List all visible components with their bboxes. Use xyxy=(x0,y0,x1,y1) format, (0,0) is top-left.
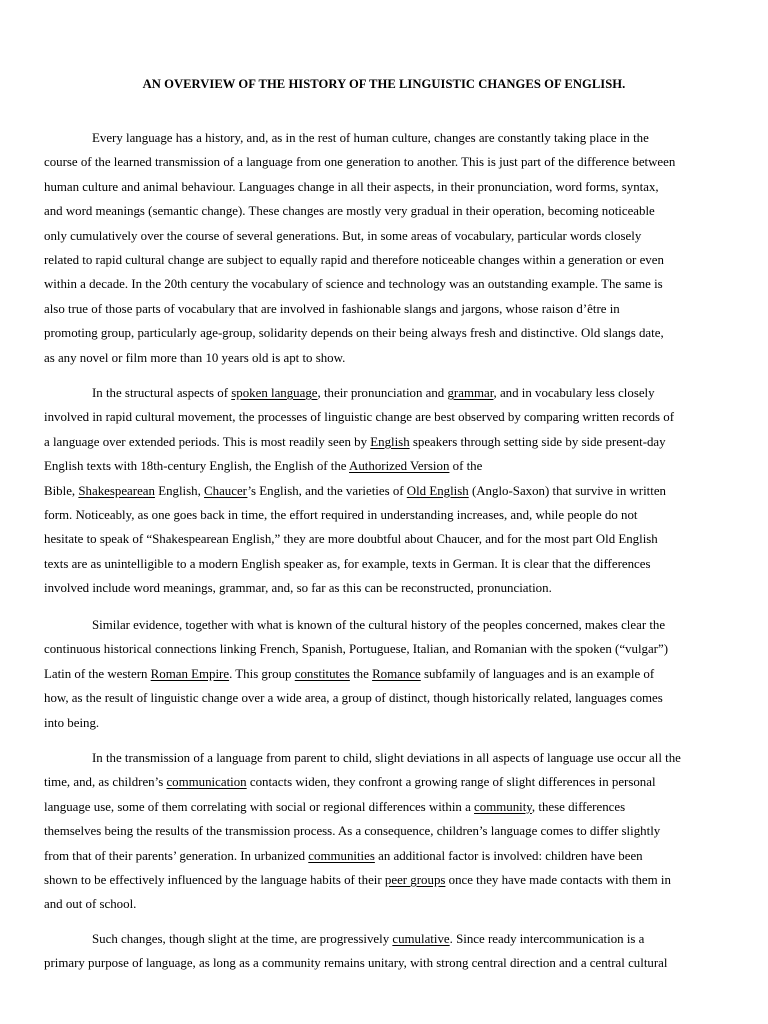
text-line xyxy=(44,350,345,366)
hyperlink[interactable]: English xyxy=(370,434,410,449)
text-segment: (Anglo-Saxon) that survive in written xyxy=(468,483,666,498)
text-segment: In the transmission of a language from parent to child, slight deviations in all aspects of language use occur all the xyxy=(92,751,681,765)
text-line xyxy=(44,774,656,790)
hyperlink[interactable]: Authorized Version xyxy=(349,459,450,474)
text-line xyxy=(44,203,655,219)
text-segment: , these differences xyxy=(531,799,626,814)
text-segment: ’s English, and the varieties of xyxy=(247,483,407,498)
text-line xyxy=(44,531,658,547)
hyperlink[interactable]: Old English xyxy=(406,483,469,498)
text-segment: form. Noticeably, as one goes back in time, the effort required in understanding increases, and, while people do not xyxy=(44,508,638,522)
text-segment: course of the learned transmission of a language from one generation to another. This is just part of the difference between xyxy=(44,155,676,170)
text-segment: of the xyxy=(449,459,483,474)
hyperlink[interactable]: peer groups xyxy=(384,873,446,887)
text-segment: continuous historical connections linking French, Spanish, Portuguese, Italian, and Romanian with the spoken (“vulgar”) xyxy=(44,642,668,657)
text-segment: themselves being the results of the transmission process. As a consequence, children’s language comes to differ slightly xyxy=(44,824,661,839)
text-segment: how, as the result of linguistic change over a wide area, a group of distinct, though historically related, languages comes xyxy=(44,691,663,706)
text-segment: , their pronunciation and xyxy=(317,386,448,400)
text-segment: and word meanings (semantic change). These changes are mostly very gradual in their operation, becoming noticeable xyxy=(44,204,655,219)
hyperlink[interactable]: constitutes xyxy=(294,666,350,681)
text-segment: as any novel or film more than 10 years old is apt to show. xyxy=(44,350,346,365)
text-segment: the xyxy=(349,666,373,681)
text-segment: subfamily of languages and is an example of xyxy=(420,666,655,681)
hyperlink[interactable]: communication xyxy=(166,775,247,790)
text-segment: and out of school. xyxy=(44,897,137,912)
text-line xyxy=(92,617,665,633)
text-line xyxy=(44,434,666,450)
text-segment: related to rapid cultural change are subject to equally rapid and therefore noticeable changes within a generation or even xyxy=(44,253,664,267)
text-segment: contacts widen, they confront a growing range of slight differences in personal xyxy=(246,775,656,790)
text-line xyxy=(44,641,668,657)
text-segment: an additional factor is involved: children have been xyxy=(374,848,643,863)
text-line xyxy=(44,955,667,971)
text-line xyxy=(44,690,663,706)
text-line xyxy=(44,154,675,170)
text-line xyxy=(44,228,641,244)
text-segment: shown to be effectively influenced by the language habits of their xyxy=(44,873,385,887)
hyperlink[interactable]: spoken language xyxy=(231,386,318,400)
text-segment: speakers through setting side by side present-day xyxy=(409,434,666,449)
document-title: AN OVERVIEW OF THE HISTORY OF THE LINGUISTIC CHANGES OF ENGLISH. xyxy=(142,77,626,91)
text-segment: from that of their parents’ generation. In urbanized xyxy=(44,848,309,863)
text-line xyxy=(44,896,136,912)
text-line xyxy=(44,848,643,864)
text-line xyxy=(92,130,649,146)
hyperlink[interactable]: grammar xyxy=(447,386,494,400)
hyperlink[interactable]: Romance xyxy=(372,666,421,681)
text-segment: within a decade. In the 20th century the vocabulary of science and technology was an outstanding example. The same is xyxy=(44,277,663,292)
text-segment: Such changes, though slight at the time, are progressively xyxy=(92,932,393,946)
text-segment: . This group xyxy=(229,666,295,681)
text-line xyxy=(44,580,552,596)
text-segment: hesitate to speak of “Shakespearean English,” they are more doubtful about Chaucer, and for the most part Old English xyxy=(44,532,658,547)
text-segment: only cumulatively over the course of several generations. But, in some areas of vocabulary, particular words closely xyxy=(44,228,642,243)
text-segment: promoting group, particularly age-group, solidarity depends on their being always fresh and distinctive. Old slangs date, xyxy=(44,326,664,341)
hyperlink[interactable]: cumulative xyxy=(392,932,450,946)
text-line xyxy=(92,750,681,766)
text-line xyxy=(44,556,651,572)
text-segment: involved include word meanings, grammar, and, so far as this can be reconstructed, pronunciation. xyxy=(44,581,552,596)
text-line xyxy=(44,507,638,523)
text-line xyxy=(44,823,660,839)
text-line xyxy=(44,872,671,888)
text-segment: , and in vocabulary less closely xyxy=(493,386,655,400)
text-line xyxy=(44,458,482,474)
text-segment: primary purpose of language, as long as a community remains unitary, with strong central direction and a central cultural xyxy=(44,956,668,971)
text-segment: human culture and animal behaviour. Languages change in all their aspects, in their pronunciation, word forms, syntax, xyxy=(44,179,659,194)
text-line xyxy=(44,799,625,815)
text-segment: . Since ready intercommunication is a xyxy=(449,932,645,946)
hyperlink[interactable]: community xyxy=(474,799,532,814)
text-line xyxy=(44,301,620,317)
text-line xyxy=(92,385,655,401)
text-line xyxy=(44,483,666,499)
text-segment: texts are as unintelligible to a modern English speaker as, for example, texts in German. It is clear that the differences xyxy=(44,556,651,571)
text-segment: time, and, as children’s xyxy=(44,775,167,790)
text-segment: a language over extended periods. This is most readily seen by xyxy=(44,434,371,449)
text-line xyxy=(44,276,663,292)
text-segment: once they have made contacts with them in xyxy=(445,873,671,887)
text-segment: Similar evidence, together with what is known of the cultural history of the peoples concerned, makes clear the xyxy=(92,618,666,632)
text-line xyxy=(44,666,654,682)
text-segment: involved in rapid cultural movement, the processes of linguistic change are best observed by comparing written records of xyxy=(44,410,675,425)
text-segment: English texts with 18th-century English, the English of the xyxy=(44,459,350,474)
text-line xyxy=(44,179,659,195)
text-segment: In the structural aspects of xyxy=(92,386,232,400)
text-line xyxy=(92,931,644,947)
text-segment: language use, some of them correlating with social or regional differences within a xyxy=(44,799,475,814)
hyperlink[interactable]: Roman Empire xyxy=(150,666,230,681)
text-segment: English, xyxy=(154,483,205,498)
hyperlink[interactable]: Shakespearean xyxy=(78,483,155,498)
hyperlink[interactable]: Chaucer xyxy=(204,483,248,498)
text-segment: Bible, xyxy=(44,483,79,498)
text-line xyxy=(44,409,674,425)
text-line xyxy=(44,325,664,341)
text-segment: into being. xyxy=(44,715,100,730)
text-line xyxy=(44,252,664,268)
text-segment: also true of those parts of vocabulary that are involved in fashionable slangs and jargons, whose raison d’être in xyxy=(44,301,620,316)
text-segment: Every language has a history, and, as in the rest of human culture, changes are constantly taking place in the xyxy=(92,131,649,145)
text-segment: Latin of the western xyxy=(44,666,151,681)
hyperlink[interactable]: communities xyxy=(308,848,375,863)
text-line xyxy=(44,715,99,731)
